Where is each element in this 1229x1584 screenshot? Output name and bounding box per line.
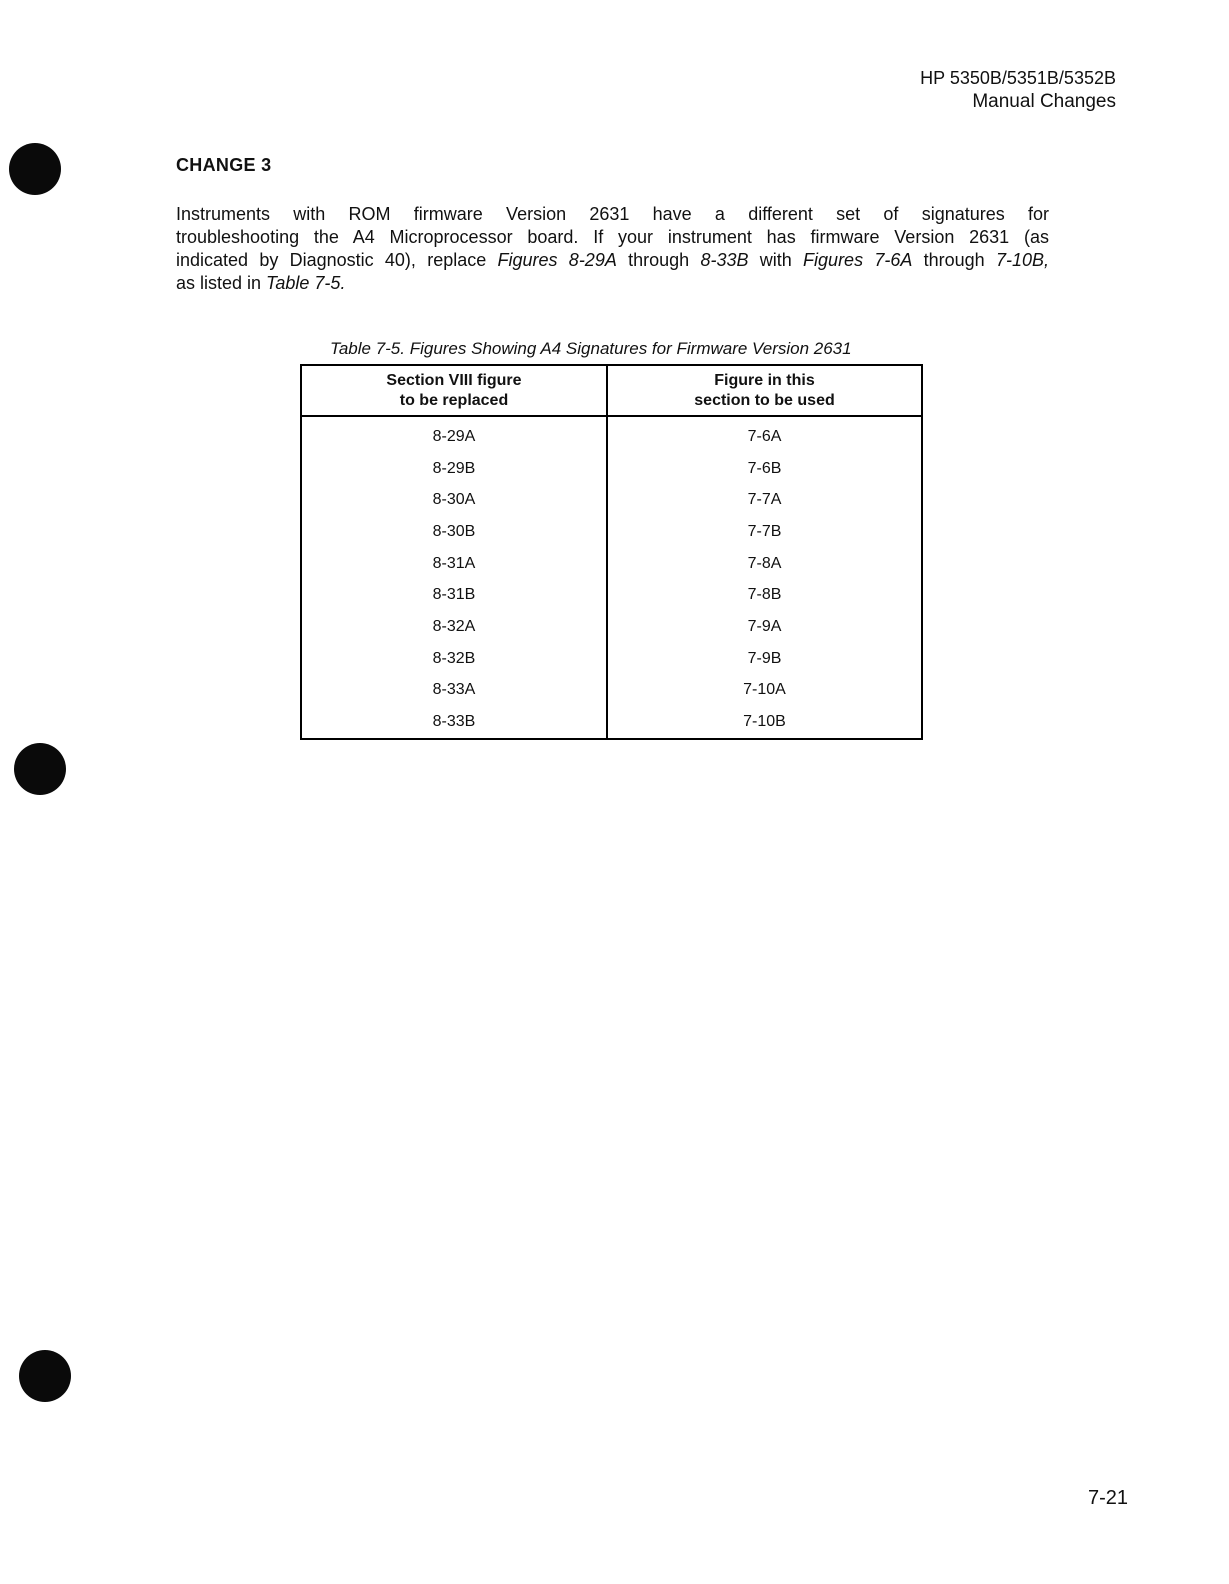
figure-ref: Figures 7-6A (803, 250, 913, 270)
cell-used: 7-8A (607, 548, 922, 580)
table-row (301, 579, 922, 611)
cell-used: 7-9A (607, 611, 922, 643)
cell-used: 7-7B (607, 516, 922, 548)
text-run: as listed in (176, 273, 267, 293)
table-row (301, 675, 922, 707)
paragraph-line-2: troubleshooting the A4 Microprocessor board. If your instrument has firmware Version 2631 (as (176, 227, 1049, 247)
cell-replaced: 8-33A (432, 681, 476, 699)
table-row (301, 611, 922, 643)
header-line: Section VIII figure (386, 371, 522, 389)
header-subtitle: Manual Changes (972, 91, 1116, 112)
change-paragraph (176, 203, 1049, 295)
header-line: to be replaced (399, 391, 509, 409)
cell-replaced: 8-29A (432, 427, 476, 445)
header-models: HP 5350B/5351B/5352B (920, 68, 1116, 88)
page-header (920, 66, 1116, 114)
figure-ref: Figures 8-29A (497, 250, 617, 270)
figure-ref: 7-10B, (995, 250, 1049, 270)
table-row (301, 416, 922, 453)
figure-ref: 8-33B (700, 250, 749, 270)
column-header-this-section (607, 365, 922, 416)
page-number: 7-21 (1087, 1487, 1128, 1509)
cell-replaced: 8-30B (432, 522, 476, 540)
text-run: through (912, 250, 996, 270)
binder-hole-middle (14, 743, 66, 795)
paragraph-line-1: Instruments with ROM firmware Version 2631 have a different set of signatures for (176, 204, 1049, 224)
cell-used: 7-7A (607, 484, 922, 516)
cell-replaced: 8-32A (432, 617, 476, 635)
cell-replaced: 8-30A (432, 491, 476, 509)
table-row (301, 706, 922, 739)
table-row (301, 516, 922, 548)
cell-replaced: 8-33B (432, 713, 476, 731)
cell-replaced: 8-31B (432, 586, 476, 604)
binder-hole-top (9, 143, 61, 195)
paragraph-line-3 (176, 249, 1049, 272)
cell-used: 7-8B (607, 579, 922, 611)
table-row (301, 548, 922, 580)
cell-replaced: 8-31A (432, 554, 476, 572)
table-row (301, 643, 922, 675)
text-run: indicated by Diagnostic 40), replace (176, 250, 498, 270)
cell-used: 7-9B (607, 643, 922, 675)
text-run: through (616, 250, 701, 270)
cell-used: 7-6A (607, 416, 922, 453)
table-caption: Table 7-5. Figures Showing A4 Signatures for Firmware Version 2631 (330, 339, 852, 358)
signature-table (300, 364, 923, 740)
binder-hole-bottom (19, 1350, 71, 1402)
table-ref: Table 7-5. (266, 273, 346, 293)
cell-used: 7-6B (607, 453, 922, 485)
change-title: CHANGE 3 (176, 155, 272, 175)
table-row (301, 484, 922, 516)
cell-replaced: 8-32B (432, 649, 476, 667)
table-row (301, 453, 922, 485)
column-header-section-viii (301, 365, 607, 416)
cell-replaced: 8-29B (432, 459, 476, 477)
table-header-row (301, 365, 922, 416)
header-line: Figure in this (714, 371, 815, 389)
cell-used: 7-10A (607, 675, 922, 707)
header-line: section to be used (694, 391, 835, 409)
cell-used: 7-10B (607, 706, 922, 739)
paragraph-line-4 (176, 273, 345, 293)
text-run: with (748, 250, 804, 270)
